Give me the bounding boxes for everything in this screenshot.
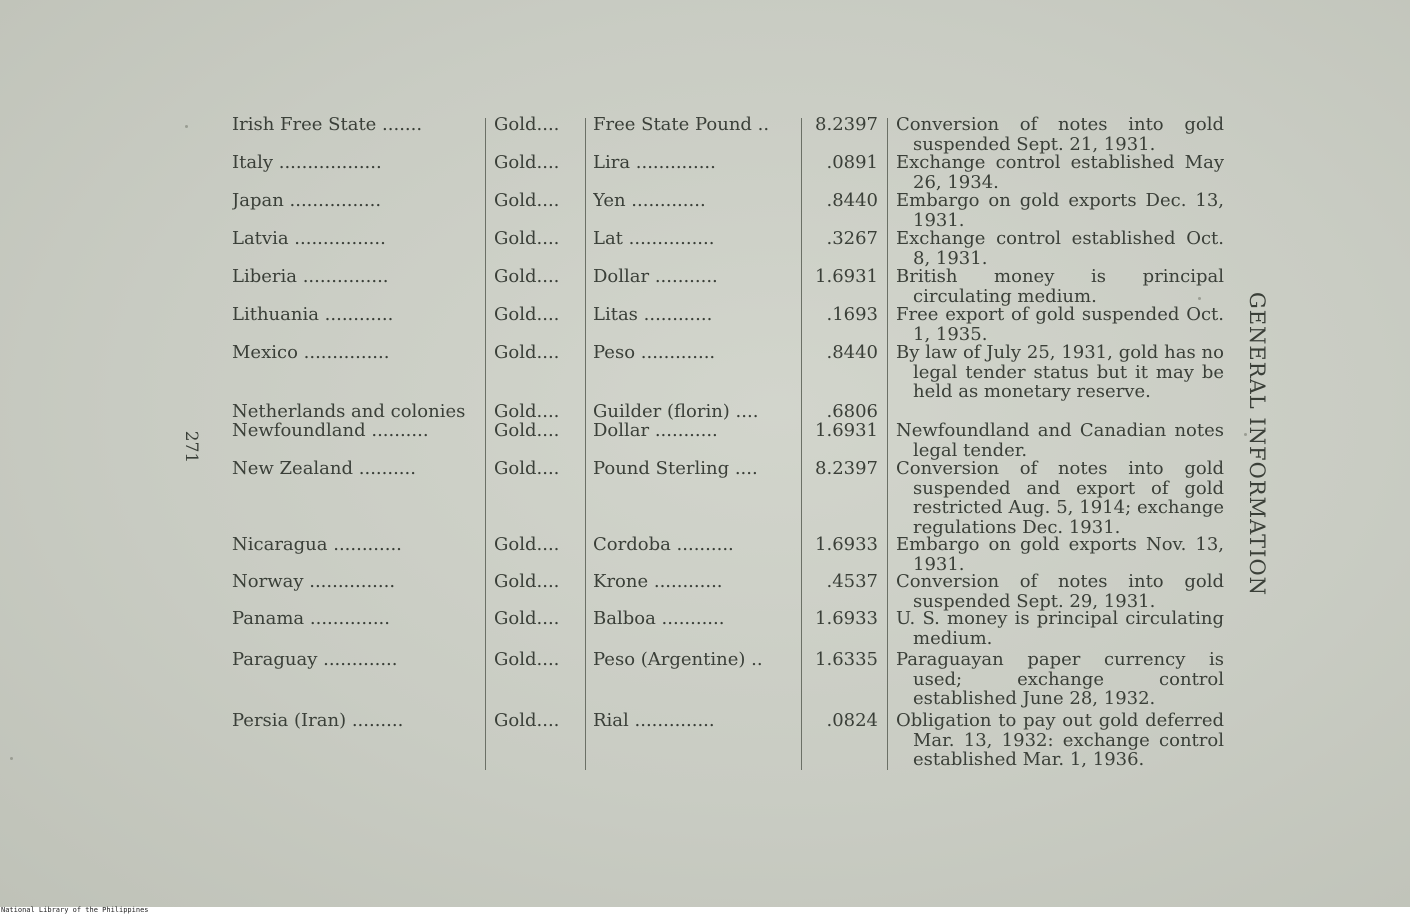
standard-cell: Gold.... bbox=[494, 229, 560, 249]
country-cell: Newfoundland .......... bbox=[232, 421, 429, 441]
remarks-cell: Exchange control established Oct. 8, 1931. bbox=[896, 229, 1224, 268]
remarks-cell: British money is principal circulating medium. bbox=[896, 267, 1224, 306]
unit-cell: Litas ............ bbox=[593, 305, 713, 325]
remarks-cell: Free export of gold suspended Oct. 1, 1935. bbox=[896, 305, 1224, 344]
country-cell: Japan ................ bbox=[232, 191, 382, 211]
unit-cell: Lira .............. bbox=[593, 153, 716, 173]
standard-cell: Gold.... bbox=[494, 115, 560, 135]
parity-cell: .1693 bbox=[826, 305, 878, 325]
remarks-cell: By law of July 25, 1931, gold has no legal tender status but it may be held as monetary reserve. bbox=[896, 343, 1224, 402]
country-cell: Paraguay ............. bbox=[232, 650, 398, 670]
unit-cell: Peso (Argentine) .. bbox=[593, 650, 763, 670]
country-cell: Italy .................. bbox=[232, 153, 382, 173]
unit-cell: Balboa ........... bbox=[593, 609, 725, 629]
footer-strip bbox=[0, 907, 1410, 915]
footer-credit: National Library of the Philippines bbox=[1, 906, 149, 914]
parity-cell: 1.6931 bbox=[815, 267, 878, 287]
standard-cell: Gold.... bbox=[494, 343, 560, 363]
parity-cell: .3267 bbox=[826, 229, 878, 249]
parity-cell: .8440 bbox=[826, 191, 878, 211]
country-cell: Irish Free State ....... bbox=[232, 115, 423, 135]
country-cell: Nicaragua ............ bbox=[232, 535, 402, 555]
parity-cell: 1.6931 bbox=[815, 421, 878, 441]
country-cell: Panama .............. bbox=[232, 609, 390, 629]
unit-cell: Free State Pound .. bbox=[593, 115, 770, 135]
standard-cell: Gold.... bbox=[494, 153, 560, 173]
parity-cell: 8.2397 bbox=[815, 459, 878, 479]
remarks-cell: U. S. money is principal circulating medium. bbox=[896, 609, 1224, 648]
standard-cell: Gold.... bbox=[494, 305, 560, 325]
parity-cell: 1.6933 bbox=[815, 535, 878, 555]
unit-cell: Krone ............ bbox=[593, 572, 723, 592]
unit-cell: Peso ............. bbox=[593, 343, 716, 363]
country-cell: Liberia ............... bbox=[232, 267, 389, 287]
standard-cell: Gold.... bbox=[494, 650, 560, 670]
page-number: 271 bbox=[181, 430, 201, 464]
running-head: GENERAL INFORMATION bbox=[1245, 291, 1269, 597]
standard-cell: Gold.... bbox=[494, 267, 560, 287]
country-cell: Latvia ................ bbox=[232, 229, 386, 249]
standard-cell: Gold.... bbox=[494, 459, 560, 479]
remarks-cell: Conversion of notes into gold suspended Sept. 21, 1931. bbox=[896, 115, 1224, 154]
unit-cell: Rial .............. bbox=[593, 711, 715, 731]
remarks-cell: Conversion of notes into gold suspended and export of gold restricted Aug. 5, 1914; exchange regulations Dec. 1931. bbox=[896, 459, 1224, 537]
country-cell: Mexico ............... bbox=[232, 343, 390, 363]
country-cell: Persia (Iran) ......... bbox=[232, 711, 404, 731]
unit-cell: Dollar ........... bbox=[593, 421, 718, 441]
unit-cell: Guilder (florin) .... bbox=[593, 402, 759, 422]
country-cell: New Zealand .......... bbox=[232, 459, 416, 479]
country-cell: Netherlands and colonies bbox=[232, 402, 466, 422]
remarks-cell: Newfoundland and Canadian notes legal tender. bbox=[896, 421, 1224, 460]
standard-cell: Gold.... bbox=[494, 421, 560, 441]
unit-cell: Dollar ........... bbox=[593, 267, 718, 287]
parity-cell: 8.2397 bbox=[815, 115, 878, 135]
standard-cell: Gold.... bbox=[494, 402, 560, 422]
parity-cell: .0824 bbox=[826, 711, 878, 731]
standard-cell: Gold.... bbox=[494, 191, 560, 211]
unit-cell: Yen ............. bbox=[593, 191, 706, 211]
standard-cell: Gold.... bbox=[494, 535, 560, 555]
parity-cell: 1.6933 bbox=[815, 609, 878, 629]
parity-cell: .6806 bbox=[826, 402, 878, 422]
parity-cell: .0891 bbox=[826, 153, 878, 173]
parity-cell: .4537 bbox=[826, 572, 878, 592]
remarks-cell: Exchange control established May 26, 1934. bbox=[896, 153, 1224, 192]
country-cell: Lithuania ............ bbox=[232, 305, 394, 325]
unit-cell: Lat ............... bbox=[593, 229, 715, 249]
remarks-cell: Obligation to pay out gold deferred Mar. 13, 1932: exchange control established Mar. 1, 1936. bbox=[896, 711, 1224, 770]
standard-cell: Gold.... bbox=[494, 711, 560, 731]
standard-cell: Gold.... bbox=[494, 572, 560, 592]
parity-cell: .8440 bbox=[826, 343, 878, 363]
country-cell: Norway ............... bbox=[232, 572, 396, 592]
remarks-cell: Embargo on gold exports Dec. 13, 1931. bbox=[896, 191, 1224, 230]
standard-cell: Gold.... bbox=[494, 609, 560, 629]
remarks-cell: Paraguayan paper currency is used; exchange control established June 28, 1932. bbox=[896, 650, 1224, 709]
parity-cell: 1.6335 bbox=[815, 650, 878, 670]
remarks-cell: Conversion of notes into gold suspended Sept. 29, 1931. bbox=[896, 572, 1224, 611]
unit-cell: Cordoba .......... bbox=[593, 535, 734, 555]
remarks-cell: Embargo on gold exports Nov. 13, 1931. bbox=[896, 535, 1224, 574]
unit-cell: Pound Sterling .... bbox=[593, 459, 758, 479]
